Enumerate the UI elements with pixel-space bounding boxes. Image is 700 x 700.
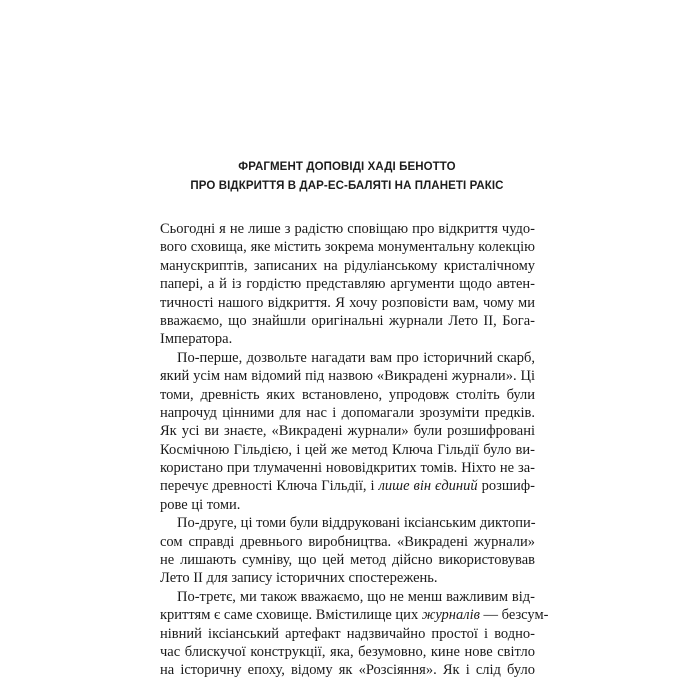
body-text — [160, 220, 549, 680]
text-line: нівний іксіанський артефакт надзвичайно простої і водно- — [160, 625, 535, 642]
text-line: вого сховища, яке містить зокрема монументальну колекцію — [160, 239, 535, 256]
text-line: По-друге, ці томи були віддруковані іксіанським диктопи- — [177, 515, 536, 532]
text-line-mixed — [160, 477, 535, 495]
text-line: не лишають сумніву, що цей метод дійсно використовував — [160, 552, 535, 569]
text-line: томи, древність яких встановлено, упродовж століть були — [160, 386, 535, 403]
text-line: користано при тлумаченні нововідкритих томів. Ніхто не за- — [160, 460, 535, 477]
text-line: рове ці томи. — [160, 496, 241, 513]
text-line: на історичну епоху, відому як «Розсіяння». Як і слід було — [160, 662, 535, 679]
text-line: По-третє, ми також вважаємо, що не менш важливим від- — [177, 588, 535, 605]
text-line: По-перше, дозвольте нагадати вам про історичний скарб, — [177, 349, 535, 366]
text-line: Космічною Гільдією, і цей же метод Ключа Гільдії було ви- — [160, 441, 535, 458]
text-line: манускриптів, записаних на рідуліанському кристалічному — [160, 257, 535, 274]
heading-line-1: ФРАГМЕНТ ДОПОВІДІ ХАДІ БЕНОТТО — [238, 161, 456, 173]
text-segment: перечує древності Ключа Гільдії, і — [160, 478, 379, 495]
text-line-mixed — [160, 606, 549, 624]
text-line: який усім нам відомий під назвою «Викрадені журнали». Ці — [160, 368, 535, 385]
text-line: напрочуд цінними для нас і допомагали зрозуміти предків. — [160, 404, 535, 421]
text-line: Як усі ви знаєте, «Викрадені журнали» були розшифровані — [160, 423, 535, 440]
text-segment: розшиф- — [477, 478, 535, 495]
text-line: Лето ІІ для запису історичних спостережень. — [160, 570, 438, 587]
text-segment: — безсум- — [479, 607, 549, 624]
text-line: час блискучої конструкції, яка, безумовно, кине нове світло — [160, 643, 535, 660]
text-segment: криттям є саме сховище. Вмістилище цих — [160, 607, 422, 624]
text-line: Сьогодні я не лише з радістю сповіщаю про відкриття чудо- — [160, 221, 535, 237]
text-line: сом справді древнього виробництва. «Викрадені журнали» — [160, 533, 535, 550]
text-line: Імператора. — [160, 331, 233, 348]
italic-emphasis: журналів — [421, 607, 480, 624]
text-line: вважаємо, що знайшли оригінальні журнали Лето ІІ, Бога- — [160, 312, 535, 329]
heading-line-2: ПРО ВІДКРИТТЯ В ДАР-ЕС-БАЛЯТІ НА ПЛАНЕТІ РАКІС — [190, 180, 504, 192]
chapter-heading — [150, 158, 544, 196]
italic-emphasis: лише він єдиний — [378, 478, 478, 495]
text-line: папері, а й із гордістю представляю аргументи щодо автен- — [160, 276, 535, 293]
text-line: тичності нашого відкриття. Я хочу розповісти вам, чому ми — [160, 294, 535, 311]
